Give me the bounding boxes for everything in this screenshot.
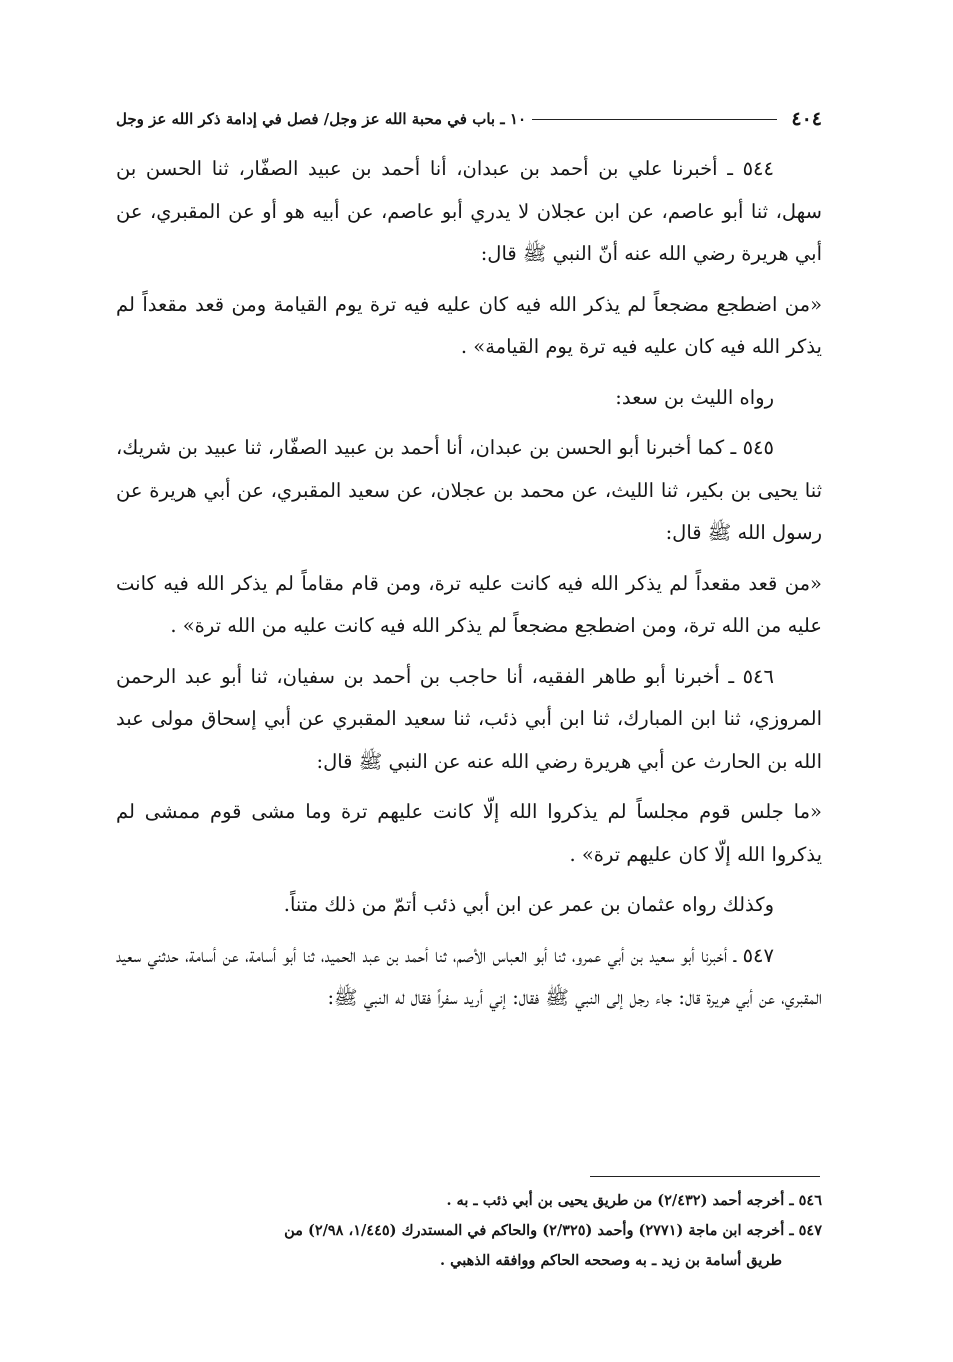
header-rule (532, 119, 777, 120)
footnote-rule (590, 1176, 820, 1177)
hadith-544-isnad: ٥٤٤ ـ أخبرنا علي بن أحمد بن عبدان، أنا أحمد بن عبيد الصفّار، ثنا الحسن بن سهل، ثنا أبو عاصم، عن ابن عجلان لا يدري أبو عاصم، عن أبيه هو أو عن المقبري، عن أبي هريرة رضي الله عنه أنّ النبي ﷺ قال: (116, 157, 822, 265)
hadith-546-matn: «ما جلس قوم مجلساً لم يذكروا الله إلّا كانت عليهم ترة وما مشى قوم ممشى لم يذكروا الله إلّا كان عليهم ترة» . (116, 800, 822, 866)
narration-note-2: وكذلك رواه عثمان بن عمر عن ابن أبي ذئب أتمّ من ذلك متناً. (283, 893, 774, 916)
footnote-547: ٥٤٧ ـ أخرجه ابن ماجة (٢٧٧١) وأحمد (٢/٣٢٥) والحاكم في المستدرك (١/٤٤٥، ٢/٩٨) من (284, 1222, 822, 1239)
hadith-545-matn: «من قعد مقعداً لم يذكر الله فيه كانت عليه ترة، ومن قام مقاماً لم يذكر الله فيه كانت عليه من الله ترة، ومن اضطجع مضجعاً لم يذكر الله فيه كانت عليه من الله ترة» . (116, 571, 822, 637)
running-head: ١٠ ـ باب في محبة الله عز وجل/ فصل في إدامة ذكر الله عز وجل (116, 110, 527, 128)
hadith-544-matn: «من اضطجع مضجعاً لم يذكر الله فيه كان عليه فيه ترة يوم القيامة ومن قعد مقعداً لم يذكر الله فيه كان عليه فيه ترة يوم القيامة» . (116, 292, 822, 358)
footnotes (116, 1186, 822, 1276)
footnote-547-continued: طريق أسامة بن زيد ـ به وصححه الحاكم ووافقه الذهبي . (440, 1252, 782, 1269)
footnote-546: ٥٤٦ ـ أخرجه أحمد (٢/٤٣٢) من طريق يحيى بن أبي ذئب ـ به . (446, 1192, 822, 1209)
main-text (116, 148, 822, 1028)
hadith-547-isnad: ٥٤٧ ـ أخبرنا أبو سعيد بن أبي عمرو، ثنا أبو العباس الأصم، ثنا أحمد بن عبد الحميد، ثنا أبو أسامة، عن أسامة، حدثني سعيد المقبري، عن أبي هريرة قال: جاء رجل إلى النبي ﷺ فقال: إني أريد سفراً فقال له النبي ﷺ: (116, 943, 822, 1009)
page-number: ٤٠٤ (791, 108, 822, 130)
page-header (116, 104, 822, 134)
hadith-546-isnad: ٥٤٦ ـ أخبرنا أبو طاهر الفقيه، أنا حاجب بن أحمد بن سفيان، ثنا أبو عبد الرحمن المروزي، ثنا ابن المبارك، ثنا ابن أبي ذئب، ثنا سعيد المقبري عن أبي إسحاق مولى عبد الله بن الحارث عن أبي هريرة رضي الله عنه عن النبي ﷺ قال: (116, 664, 822, 773)
narration-note: رواه الليث بن سعد: (615, 385, 774, 409)
hadith-545-isnad: ٥٤٥ ـ كما أخبرنا أبو الحسن بن عبدان، أنا أحمد بن عبيد الصفّار، ثنا عبيد بن شريك، ثنا يحيى بن بكير، ثنا الليث، عن محمد بن عجلان، عن سعيد المقبري، عن أبي هريرة عن رسول الله ﷺ قال: (116, 436, 822, 544)
